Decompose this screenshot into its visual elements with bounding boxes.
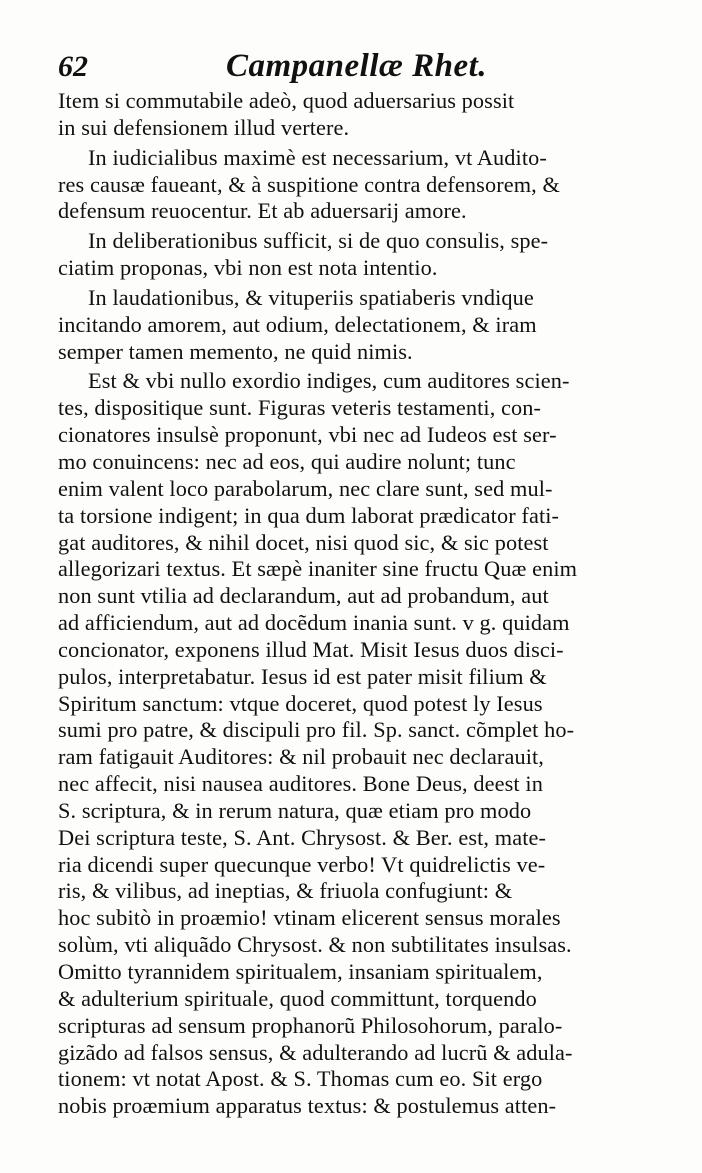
text-line: nobis proæmium apparatus textus: & postulemus atten- bbox=[58, 1093, 557, 1119]
text-line: gat auditores, & nihil docet, nisi quod sic, & sic potest bbox=[58, 529, 549, 555]
text-line: semper tamen memento, ne quid nimis. bbox=[58, 338, 413, 364]
text-line: ria dicendi super quecunque verbo! Vt quidrelictis ve- bbox=[58, 851, 546, 877]
text-line: mo conuincens: nec ad eos, qui audire nolunt; tunc bbox=[58, 448, 516, 474]
paragraph bbox=[58, 88, 648, 142]
text-line: ad afficiendum, aut ad docẽdum inania sunt. v g. quidam bbox=[58, 610, 570, 636]
text-line: enim valent loco parabolarum, nec clare sunt, sed mul- bbox=[58, 475, 553, 501]
text-line: ciatim proponas, vbi non est nota intentio. bbox=[58, 255, 438, 281]
text-line: In laudationibus, & vituperiis spatiaberis vndique bbox=[88, 284, 534, 310]
text-line: res causæ faueant, & à suspitione contra defensorem, & bbox=[58, 171, 560, 197]
text-line: in sui defensionem illud vertere. bbox=[58, 114, 350, 140]
text-line: non sunt vtilia ad declarandum, aut ad probandum, aut bbox=[58, 583, 549, 609]
text-line: cionatores insulsè proponunt, vbi nec ad Iudeos est ser- bbox=[58, 422, 557, 448]
body-text bbox=[58, 88, 648, 1120]
text-line: Spiritum sanctum: vtque doceret, quod potest ly Iesus bbox=[58, 690, 543, 716]
text-line: concionator, exponens illud Mat. Misit Iesus duos disci- bbox=[58, 636, 564, 662]
text-line: S. scriptura, & in rerum natura, quæ etiam pro modo bbox=[58, 797, 532, 823]
text-line: Dei scriptura teste, S. Ant. Chrysost. & Ber. est, mate- bbox=[58, 824, 547, 850]
text-line: ta torsione indigent; in qua dum laborat prædicator fati- bbox=[58, 502, 560, 528]
text-line: tes, dispositique sunt. Figuras veteris testamenti, con- bbox=[58, 395, 542, 421]
paragraph bbox=[58, 228, 648, 282]
text-line: & adulterium spirituale, quod committunt, torquendo bbox=[58, 985, 537, 1011]
text-line: incitando amorem, aut odium, delectationem, & iram bbox=[58, 311, 537, 337]
page-header bbox=[58, 44, 658, 94]
text-line: Item si commutabile adeò, quod aduersarius possit bbox=[58, 88, 515, 113]
text-line: In iudicialibus maximè est necessarium, vt Audito- bbox=[88, 144, 547, 170]
paragraph bbox=[58, 145, 648, 226]
text-line: Omitto tyrannidem spiritualem, insaniam spiritualem, bbox=[58, 959, 543, 984]
text-line: hoc subitò in proæmio! vtinam elicerent sensus morales bbox=[58, 905, 561, 931]
text-line: allegorizari textus. Et sæpè inaniter sine fructu Quæ enim bbox=[58, 556, 578, 582]
text-line: sumi pro patre, & discipuli pro fil. Sp. sanct. cõmplet ho- bbox=[58, 717, 575, 743]
text-line: scripturas ad sensum prophanorũ Philosohorum, paralo- bbox=[58, 1012, 563, 1038]
text-line: In deliberationibus sufficit, si de quo consulis, spe- bbox=[88, 228, 549, 254]
paragraph bbox=[58, 368, 648, 1120]
text-line: tionem: vt notat Apost. & S. Thomas cum eo. Sit ergo bbox=[58, 1066, 543, 1092]
text-line: ris, & vilibus, ad ineptias, & friuola confugiunt: & bbox=[58, 878, 513, 904]
text-line: Est & vbi nullo exordio indiges, cum auditores scien- bbox=[88, 368, 570, 394]
running-title: Campanellæ Rhet. bbox=[226, 48, 488, 84]
paragraph bbox=[58, 285, 648, 366]
page-number: 62 bbox=[58, 50, 88, 83]
text-line: pulos, interpretabatur. Iesus id est pater misit filium & bbox=[58, 663, 547, 689]
text-line: gizãdo ad falsos sensus, & adulterando ad lucrũ & adula- bbox=[58, 1039, 573, 1065]
text-line: defensum reuocentur. Et ab aduersarij amore. bbox=[58, 198, 467, 224]
text-line: nec affecit, nisi nausea auditores. Bone Deus, deest in bbox=[58, 771, 543, 797]
text-line: ram fatigauit Auditores: & nil probauit nec declarauit, bbox=[58, 744, 544, 770]
text-line: solùm, vti aliquãdo Chrysost. & non subtilitates insulsas. bbox=[58, 932, 572, 958]
